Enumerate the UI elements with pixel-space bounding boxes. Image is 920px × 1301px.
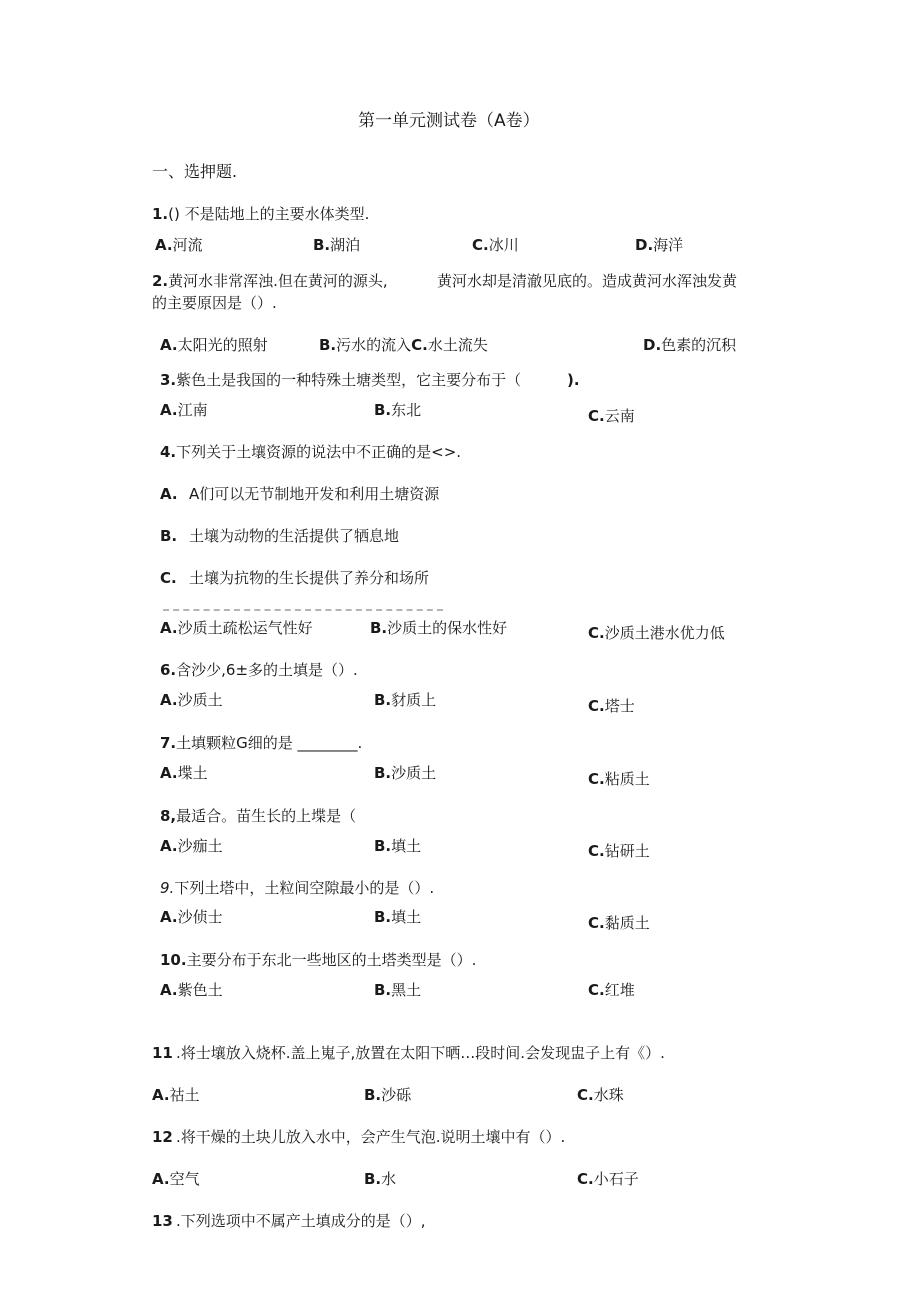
option-c: C.水珠 — [577, 1086, 624, 1104]
question-8 — [160, 807, 356, 825]
option-d: D.海洋 — [635, 236, 684, 254]
option-d: D.色素的沉积 — [643, 336, 737, 354]
option-c: C.冰川 — [472, 236, 519, 254]
option-a: A.堞土 — [160, 764, 208, 782]
question-4 — [160, 443, 461, 461]
option-b: B.填土 — [374, 908, 422, 926]
question-number: 1. — [152, 205, 169, 223]
question-text: 下列关于土壤资源的说法中不正确的是<>. — [176, 443, 462, 461]
option-c: C.小石子 — [577, 1170, 639, 1188]
option-c: 土壤为抗物的生长提供了养分和场所 — [189, 569, 430, 587]
option-c: C.黏质土 — [588, 914, 650, 932]
option-b: B.污水的流入C.水土流失 — [319, 336, 488, 354]
question-11: .将士壤放入烧杯.盖上嵬子,放置在太阳下晒…段时间.会发现盅子上有《）. — [176, 1044, 665, 1062]
question-text: 黄河水非常浑浊.但在黄河的源头, — [168, 272, 388, 290]
option-c: C.粘质土 — [588, 770, 650, 788]
question-2-continued: 黄河水却是清澈见底的。造成黄河水浑浊发黄 — [437, 272, 738, 290]
option-a: A.河流 — [155, 236, 203, 254]
question-text: 土填颗粒G细的是 ________. — [176, 734, 363, 752]
question-number: 8, — [160, 807, 177, 825]
option-a: A.沙质土疏松运气性好 — [160, 619, 313, 637]
question-text: 主要分布于东北一些地区的土塔类型是（）. — [186, 951, 477, 969]
question-12: .将干燥的土块儿放入水中，会产生气泡.说明土壤中有（）. — [176, 1128, 566, 1146]
section-heading: 一、选押题. — [152, 162, 238, 181]
question-3-close: ). — [567, 371, 580, 389]
option-a: A.沙质土 — [160, 691, 223, 709]
question-number: 4. — [160, 443, 177, 461]
option-b: B.沙质土的保水性好 — [370, 619, 508, 637]
option-b: B.东北 — [374, 401, 422, 419]
question-text: 含沙少,6±多的土填是（）. — [176, 661, 358, 679]
option-b: B.湖泊 — [313, 236, 361, 254]
option-a: A们可以无节制地开发和利用土塘资源 — [189, 485, 440, 503]
option-a-key: A. — [160, 485, 178, 503]
question-1 — [152, 205, 369, 223]
page-title: 第一单元测试卷（A卷） — [358, 111, 540, 131]
option-a: A.沙侦士 — [160, 908, 223, 926]
question-number: 7. — [160, 734, 177, 752]
question-3 — [160, 371, 521, 389]
option-b: B.黑土 — [374, 981, 422, 999]
question-7 — [160, 734, 362, 752]
question-number: 10. — [160, 951, 187, 969]
option-c-key: C. — [160, 569, 177, 587]
question-number: 12 — [152, 1128, 173, 1146]
question-2 — [152, 272, 388, 290]
option-b: B.水 — [364, 1170, 397, 1188]
option-b: B.豺质上 — [374, 691, 437, 709]
option-a: A.沙痂土 — [160, 837, 223, 855]
option-a: A.空气 — [152, 1170, 200, 1188]
option-b: B.沙质土 — [374, 764, 437, 782]
question-number: 13 — [152, 1212, 173, 1230]
option-c: C.红堆 — [588, 981, 635, 999]
option-c: C.沙质土港水优力低 — [588, 624, 725, 642]
option-a: A.祜土 — [152, 1086, 200, 1104]
option-a: A.江南 — [160, 401, 208, 419]
question-text: () 不是陆地上的主要水体类型. — [168, 205, 370, 223]
option-b: B.填土 — [374, 837, 422, 855]
option-a: A.紫色土 — [160, 981, 223, 999]
question-number: 3. — [160, 371, 177, 389]
option-c: C.塔士 — [588, 697, 635, 715]
question-text: 紫色土是我国的一种特殊土塘类型，它主要分布于（ — [176, 371, 522, 389]
question-10 — [160, 951, 476, 969]
option-a: A.太阳光的照射 — [160, 336, 268, 354]
question-number: 9. — [160, 879, 175, 897]
question-text: 下列土塔中，土粒间空隙最小的是（）. — [174, 879, 435, 897]
question-text: 最适合。苗生长的上堞是（ — [176, 807, 357, 825]
question-13: .下列选项中不属产土填成分的是（）, — [176, 1212, 426, 1230]
option-b: B.沙砾 — [364, 1086, 412, 1104]
question-number: 11 — [152, 1044, 173, 1062]
question-9 — [160, 879, 434, 897]
option-b: 土壤为动物的生活提供了牺息地 — [189, 527, 400, 545]
question-2-line2: 的主要原因是（）. — [152, 294, 277, 312]
scan-artifact — [163, 609, 443, 613]
option-c: C.云南 — [588, 407, 635, 425]
question-number: 6. — [160, 661, 177, 679]
question-number: 2. — [152, 272, 169, 290]
question-6 — [160, 661, 358, 679]
option-b-key: B. — [160, 527, 178, 545]
option-c: C.钻研土 — [588, 842, 650, 860]
